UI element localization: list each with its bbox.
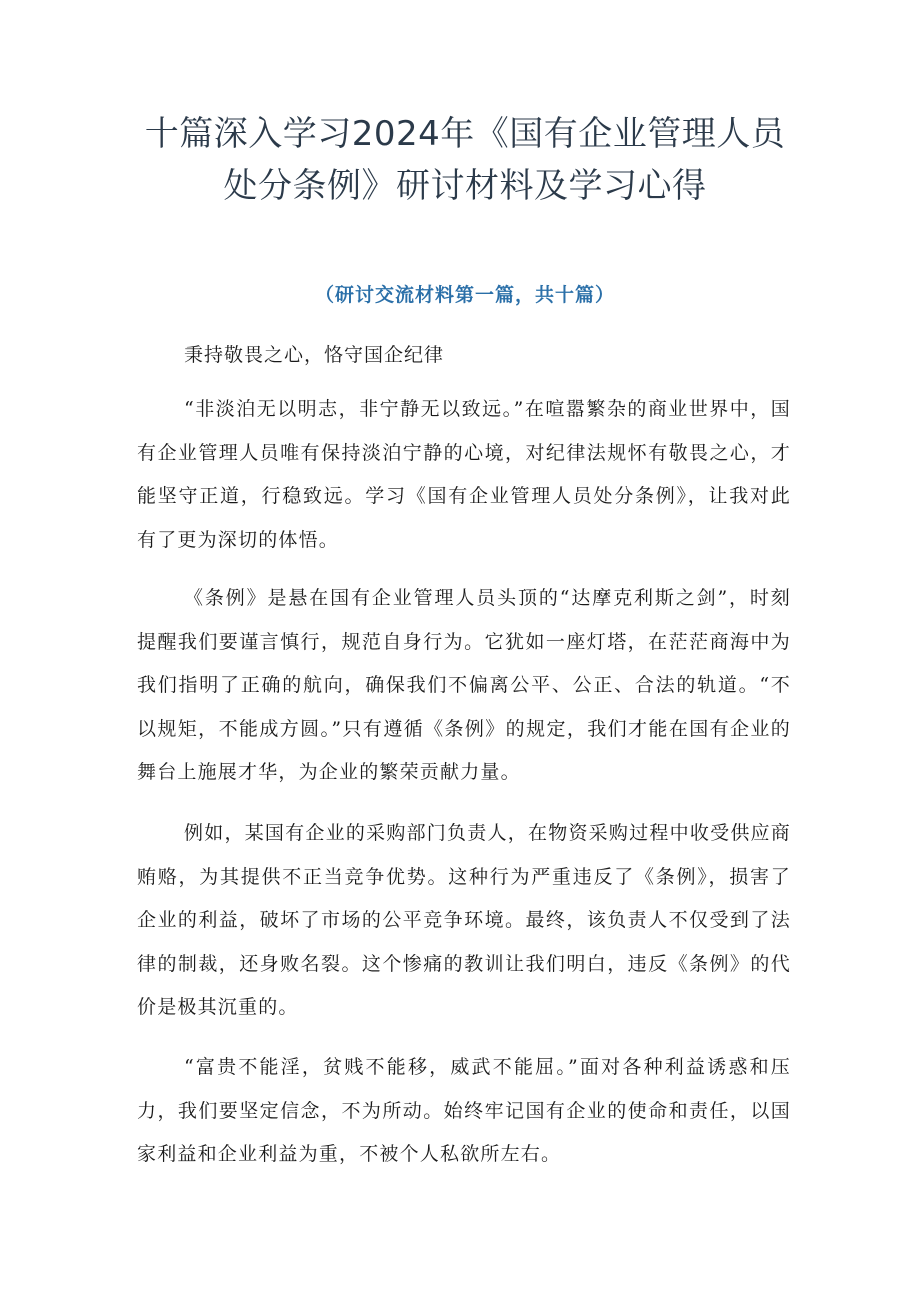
body-paragraph-1: “非淡泊无以明志，非宁静无以致远。”在喧嚣繁杂的商业世界中，国有企业管理人员唯有保持淡泊宁静的心境，对纪律法规怀有敬畏之心，才能坚守正道，行稳致远。学习《国有企业管理人员处分条例》，让我对此有了更为深切的体悟。: [137, 398, 791, 551]
document-title: [120, 108, 810, 212]
body-paragraph-4: “富贵不能淫，贫贱不能移，威武不能屈。”面对各种利益诱惑和压力，我们要坚定信念，不为所动。始终牢记国有企业的使命和责任，以国家利益和企业利益为重，不被个人私欲所左右。: [137, 1056, 791, 1165]
body-paragraph-3: 例如，某国有企业的采购部门负责人，在物资采购过程中收受供应商贿赂，为其提供不正当竞争优势。这种行为严重违反了《条例》，损害了企业的利益，破坏了市场的公平竞争环境。最终，该负责人不仅受到了法律的制裁，还身败名裂。这个惨痛的教训让我们明白，违反《条例》的代价是极其沉重的。: [137, 822, 791, 1018]
section-heading: 秉持敬畏之心，恪守国企纪律: [184, 344, 445, 366]
title-line-1: 十篇深入学习2024年《国有企业管理人员: [144, 114, 786, 154]
document-subtitle: （研讨交流材料第一篇，共十篇）: [314, 284, 615, 306]
title-line-2: 处分条例》研讨材料及学习心得: [223, 166, 707, 206]
body-paragraph-2: 《条例》是悬在国有企业管理人员头顶的“达摩克利斯之剑”，时刻提醒我们要谨言慎行，规范自身行为。它犹如一座灯塔，在茫茫商海中为我们指明了正确的航向，确保我们不偏离公平、公正、合法的轨道。“不以规矩，不能成方圆。”只有遵循《条例》的规定，我们才能在国有企业的舞台上施展才华，为企业的繁荣贡献力量。: [137, 587, 791, 783]
